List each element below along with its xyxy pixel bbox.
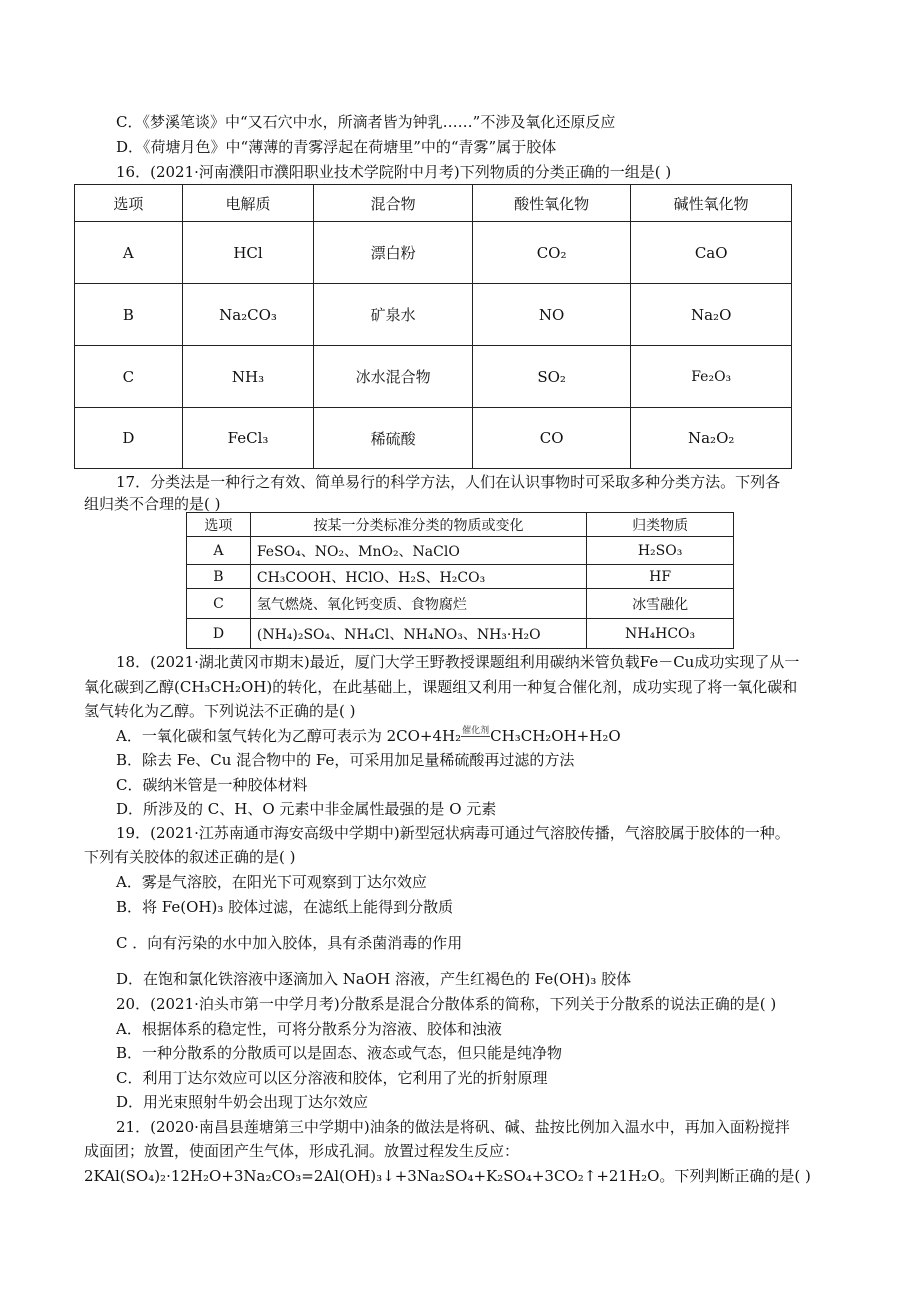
q19-stem-line2: 下列有关胶体的叙述正确的是( ) [84,848,296,866]
q16-table [74,184,792,469]
q19-stem-line1: 19．(2021·江苏南通市海安高级中学期中)新型冠状病毒可通过气溶胶传播，气溶胶属于胶体的一种。 [116,824,790,842]
table-cell: HCl [182,222,314,284]
q19-option-a: A．雾是气溶胶，在阳光下可观察到丁达尔效应 [116,873,427,891]
table-cell: NH₃ [182,346,314,408]
table-header-row [75,185,792,222]
table-row [75,284,792,346]
table-cell: A [187,537,251,565]
table-cell: D [75,408,183,469]
table-cell: A [75,222,183,284]
q18-option-a-right: CH₃CH₂OH+H₂O [490,727,621,745]
q20-option-d: D．用光束照射牛奶会出现丁达尔效应 [116,1093,369,1111]
table-cell: CO₂ [472,222,631,284]
q20-stem: 20．(2021·泊头市第一中学月考)分散系是混合分散体系的简称，下列关于分散系的说法正确的是( ) [116,995,777,1013]
table-cell: 氢气燃烧、氧化钙变质、食物腐烂 [250,589,586,619]
q18-option-d: D．所涉及的 C、H、O 元素中非金属性最强的是 O 元素 [116,800,497,818]
table-cell: FeCl₃ [182,408,314,469]
catalyst-label: 催化剂 [462,726,490,736]
q17-stem-line1: 17．分类法是一种行之有效、简单易行的科学方法，人们在认识事物时可采取多种分类方法。下列各 [116,473,781,491]
table-header-cell: 归类物质 [587,513,734,537]
table-cell: HF [587,565,734,589]
q19-option-c: C ．向有污染的水中加入胶体，具有杀菌消毒的作用 [116,934,463,952]
q20-option-b: B．一种分散系的分散质可以是固态、液态或气态，但只能是纯净物 [116,1044,563,1062]
table-cell: Na₂O [631,284,792,346]
table-header-cell: 按某一分类标准分类的物质或变化 [250,513,586,537]
q17-stem-line2: 组归类不合理的是( ) [84,495,221,513]
table-cell: Na₂O₂ [631,408,792,469]
table-cell: B [75,284,183,346]
table-header-cell: 选项 [75,185,183,222]
table-header-cell: 酸性氧化物 [472,185,631,222]
table-header-row [187,513,734,537]
q21-stem-line2: 成面团；放置，使面团产生气体，形成孔洞。放置过程发生反应： [84,1142,520,1160]
q15-option-c: C．《梦溪笔谈》中“又石穴中水，所滴者皆为钟乳……”不涉及氧化还原反应 [116,113,616,131]
table-row [75,346,792,408]
q18-stem-line1: 18．(2021·湖北黄冈市期末)最近，厦门大学王野教授课题组利用碳纳米管负载Fe－Cu成功实现了从一 [116,653,800,671]
table-cell: 漂白粉 [314,222,472,284]
table-cell: Na₂CO₃ [182,284,314,346]
table-row [187,619,734,649]
q18-option-c: C．碳纳米管是一种胶体材料 [116,776,308,794]
q18-option-b: B．除去 Fe、Cu 混合物中的 Fe，可采用加足量稀硫酸再过滤的方法 [116,751,575,769]
table-header-cell: 电解质 [182,185,314,222]
q18-option-a [116,726,621,746]
table-cell: 稀硫酸 [314,408,472,469]
q18-option-a-left: A．一氧化碳和氢气转化为乙醇可表示为 2CO+4H₂ [116,727,462,745]
table-header-cell: 选项 [187,513,251,537]
table-cell: 冰雪融化 [587,589,734,619]
table-header-cell: 碱性氧化物 [631,185,792,222]
table-header-cell: 混合物 [314,185,472,222]
table-cell: D [187,619,251,649]
q19-option-b: B．将 Fe(OH)₃ 胶体过滤，在滤纸上能得到分散质 [116,898,454,916]
table-row [187,565,734,589]
table-cell: NO [472,284,631,346]
q21-stem-line1: 21．(2020·南昌县莲塘第三中学期中)油条的做法是将矾、碱、盐按比例加入温水中，再加入面粉搅拌 [116,1118,790,1136]
q21-stem-line3: 2KAl(SO₄)₂·12H₂O+3Na₂CO₃=2Al(OH)₃↓+3Na₂SO₄+K₂SO₄+3CO₂↑+21H₂O。下列判断正确的是( ) [84,1167,811,1185]
q15-option-d: D．《荷塘月色》中“薄薄的青雾浮起在荷塘里”中的“青雾”属于胶体 [116,138,557,156]
q18-stem-line2: 氧化碳到乙醇(CH₃CH₂OH)的转化，在此基础上，课题组又利用一种复合催化剂，成功实现了将一氧化碳和 [84,678,798,696]
table-cell: 冰水混合物 [314,346,472,408]
q18-stem-line3: 氢气转化为乙醇。下列说法不正确的是( ) [84,702,356,720]
q20-option-a: A．根据体系的稳定性，可将分散系分为溶液、胶体和浊液 [116,1020,502,1038]
q17-table [186,512,734,649]
q20-option-c: C．利用丁达尔效应可以区分溶液和胶体，它利用了光的折射原理 [116,1069,548,1087]
table-cell: 矿泉水 [314,284,472,346]
table-cell: NH₄HCO₃ [587,619,734,649]
table-row [187,537,734,565]
table-row [187,589,734,619]
table-cell: CaO [631,222,792,284]
table-cell: FeSO₄、NO₂、MnO₂、NaClO [250,537,586,565]
table-cell: H₂SO₃ [587,537,734,565]
table-cell: B [187,565,251,589]
table-row [75,408,792,469]
table-cell: Fe₂O₃ [631,346,792,408]
q19-option-d: D．在饱和氯化铁溶液中逐滴加入 NaOH 溶液，产生红褐色的 Fe(OH)₃ 胶体 [116,970,632,988]
table-cell: CH₃COOH、HClO、H₂S、H₂CO₃ [250,565,586,589]
table-cell: C [187,589,251,619]
table-cell: (NH₄)₂SO₄、NH₄Cl、NH₄NO₃、NH₃·H₂O [250,619,586,649]
table-row [75,222,792,284]
table-cell: CO [472,408,631,469]
table-cell: C [75,346,183,408]
table-cell: SO₂ [472,346,631,408]
q16-stem: 16．(2021·河南濮阳市濮阳职业技术学院附中月考)下列物质的分类正确的一组是( ) [116,163,672,181]
